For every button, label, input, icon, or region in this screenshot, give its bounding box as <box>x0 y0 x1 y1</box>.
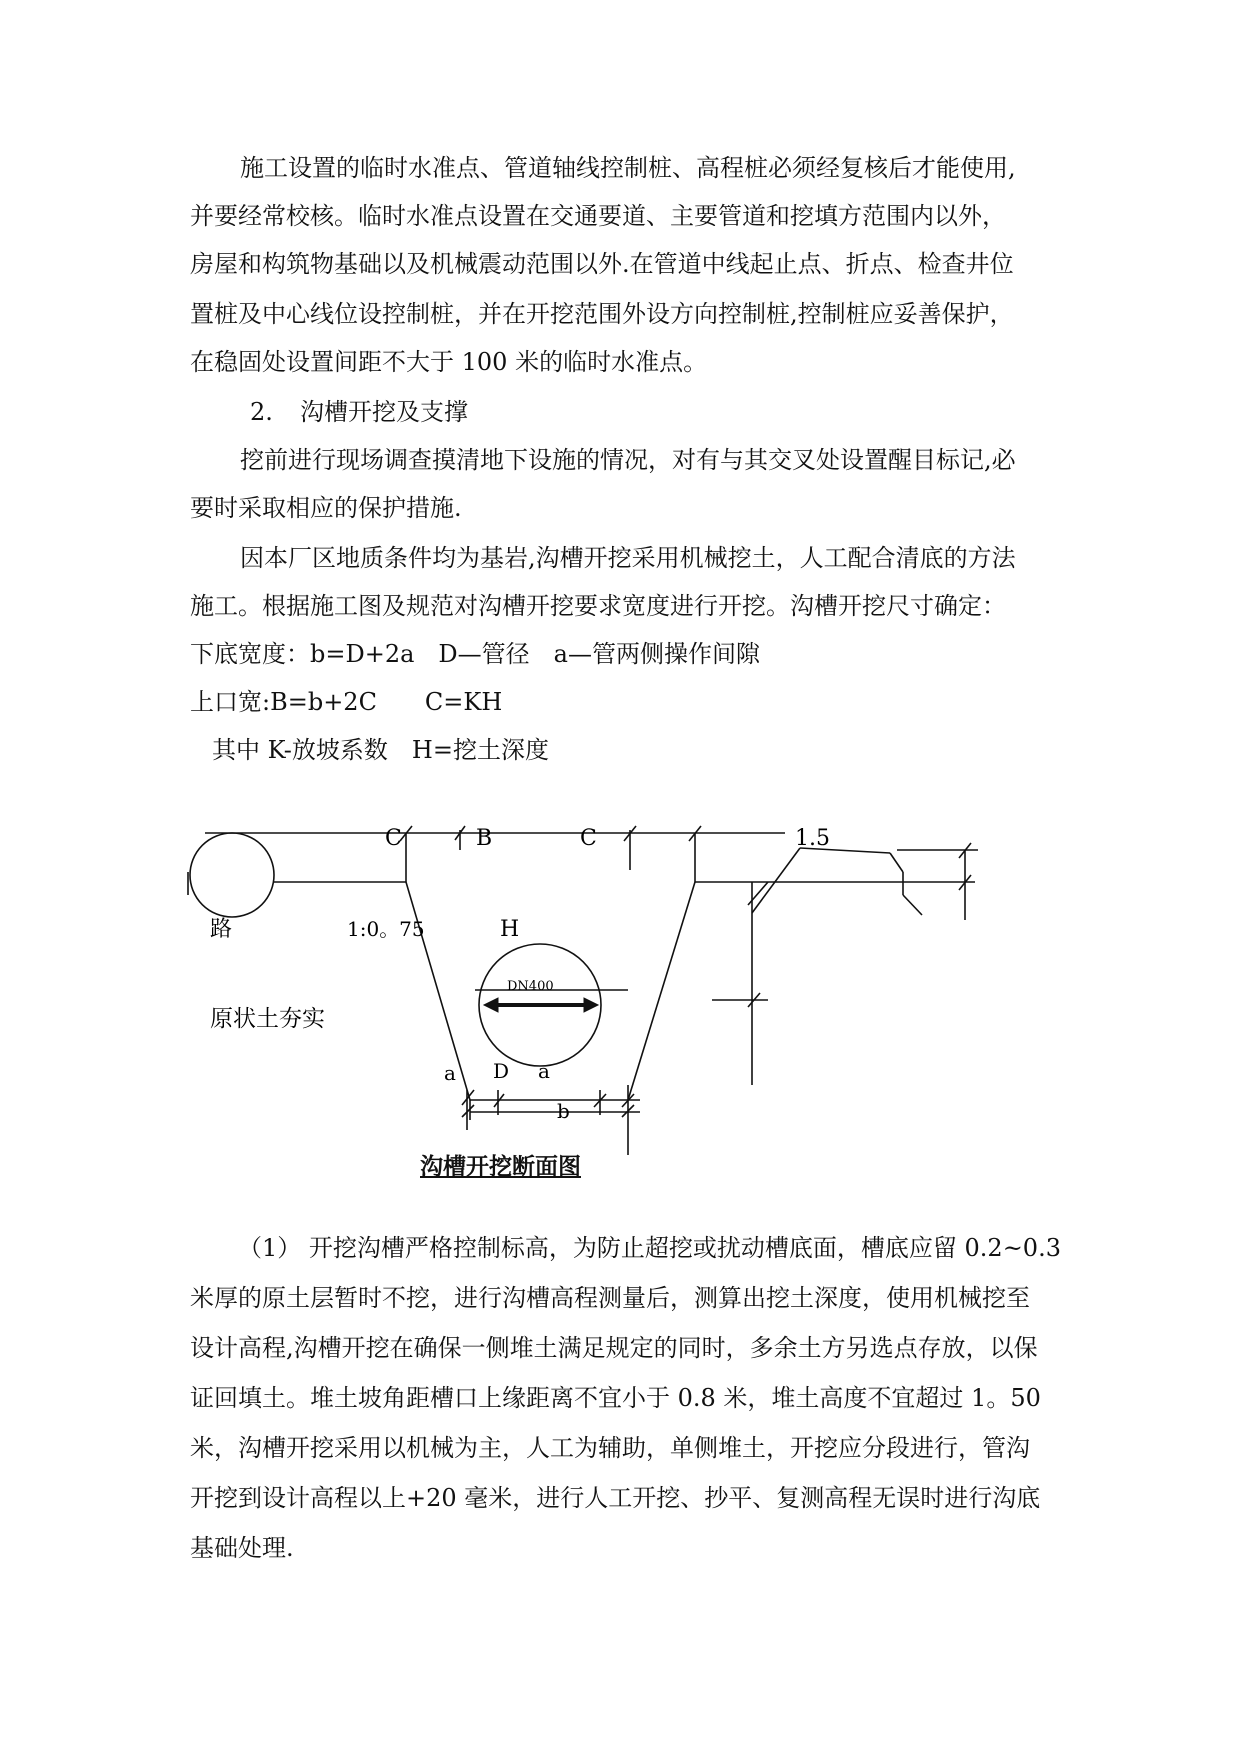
paragraph-3-line-2: 施工。根据施工图及规范对沟槽开挖要求宽度进行开挖。沟槽开挖尺寸确定： <box>190 592 1006 620</box>
paragraph-2-line-2: 要时采取相应的保护措施. <box>190 494 462 522</box>
label-h: H <box>500 917 520 942</box>
label-slope-1-5: 1.5 <box>795 826 830 851</box>
paragraph-1-line-2: 并要经常校核。临时水准点设置在交通要道、主要管道和挖填方范围内以外， <box>190 202 1006 230</box>
label-soil: 原状土夯实 <box>210 1006 325 1032</box>
label-a-left: a <box>444 1061 456 1085</box>
formula-top-width: 上口宽:B=b+2C C=KH <box>190 688 503 716</box>
paragraph-4-line-1: （1） 开挖沟槽严格控制标高，为防止超挖或扰动槽底面，槽底应留 0.2~0.3 <box>238 1234 1061 1262</box>
diagram-caption: 沟槽开挖断面图 <box>420 1154 581 1180</box>
paragraph-1-line-1: 施工设置的临时水准点、管道轴线控制桩、高程桩必须经复核后才能使用, <box>240 154 1016 182</box>
label-road: 路 <box>210 917 233 942</box>
label-pipe-dn400: DN400 <box>507 979 554 994</box>
paragraph-4-line-5: 米，沟槽开挖采用以机械为主，人工为辅助，单侧堆土，开挖应分段进行，管沟 <box>190 1434 1030 1462</box>
label-c-right: C <box>580 826 597 851</box>
paragraph-4-line-7: 基础处理. <box>190 1534 294 1562</box>
label-d: D <box>493 1059 510 1083</box>
formula-where: 其中 K-放坡系数 H=挖土深度 <box>212 736 549 764</box>
section-title: 沟槽开挖及支撑 <box>300 398 468 426</box>
label-b-top: B <box>476 826 493 851</box>
label-b-bottom: b <box>557 1099 570 1123</box>
paragraph-2-line-1: 挖前进行现场调查摸清地下设施的情况，对有与其交叉处设置醒目标记,必 <box>240 446 1016 474</box>
paragraph-4-line-6: 开挖到设计高程以上+20 毫米，进行人工开挖、抄平、复测高程无误时进行沟底 <box>190 1484 1041 1512</box>
label-slope-ratio: 1:0。75 <box>347 917 425 941</box>
formula-bottom-width: 下底宽度：b=D+2a D—管径 a—管两侧操作间隙 <box>190 640 760 668</box>
paragraph-4-line-2: 米厚的原土层暂时不挖，进行沟槽高程测量后，测算出挖土深度，使用机械挖至 <box>190 1284 1030 1312</box>
label-c-left: C <box>385 826 402 851</box>
paragraph-4-line-4: 证回填土。堆土坡角距槽口上缘距离不宜小于 0.8 米，堆土高度不宜超过 1。50 <box>190 1384 1041 1412</box>
paragraph-1-line-5: 在稳固处设置间距不大于 100 米的临时水准点。 <box>190 348 708 376</box>
section-number: 2. <box>250 398 273 426</box>
paragraph-3-line-1: 因本厂区地质条件均为基岩,沟槽开挖采用机械挖土，人工配合清底的方法 <box>240 544 1016 572</box>
label-a-right: a <box>538 1059 550 1083</box>
paragraph-1-line-4: 置桩及中心线位设控制桩，并在开挖范围外设方向控制桩,控制桩应妥善保护， <box>190 300 1014 328</box>
paragraph-4-line-3: 设计高程,沟槽开挖在确保一侧堆土满足规定的同时，多余土方另选点存放，以保 <box>190 1334 1038 1362</box>
paragraph-1-line-3: 房屋和构筑物基础以及机械震动范围以外.在管道中线起止点、折点、检查井位 <box>190 250 1014 278</box>
